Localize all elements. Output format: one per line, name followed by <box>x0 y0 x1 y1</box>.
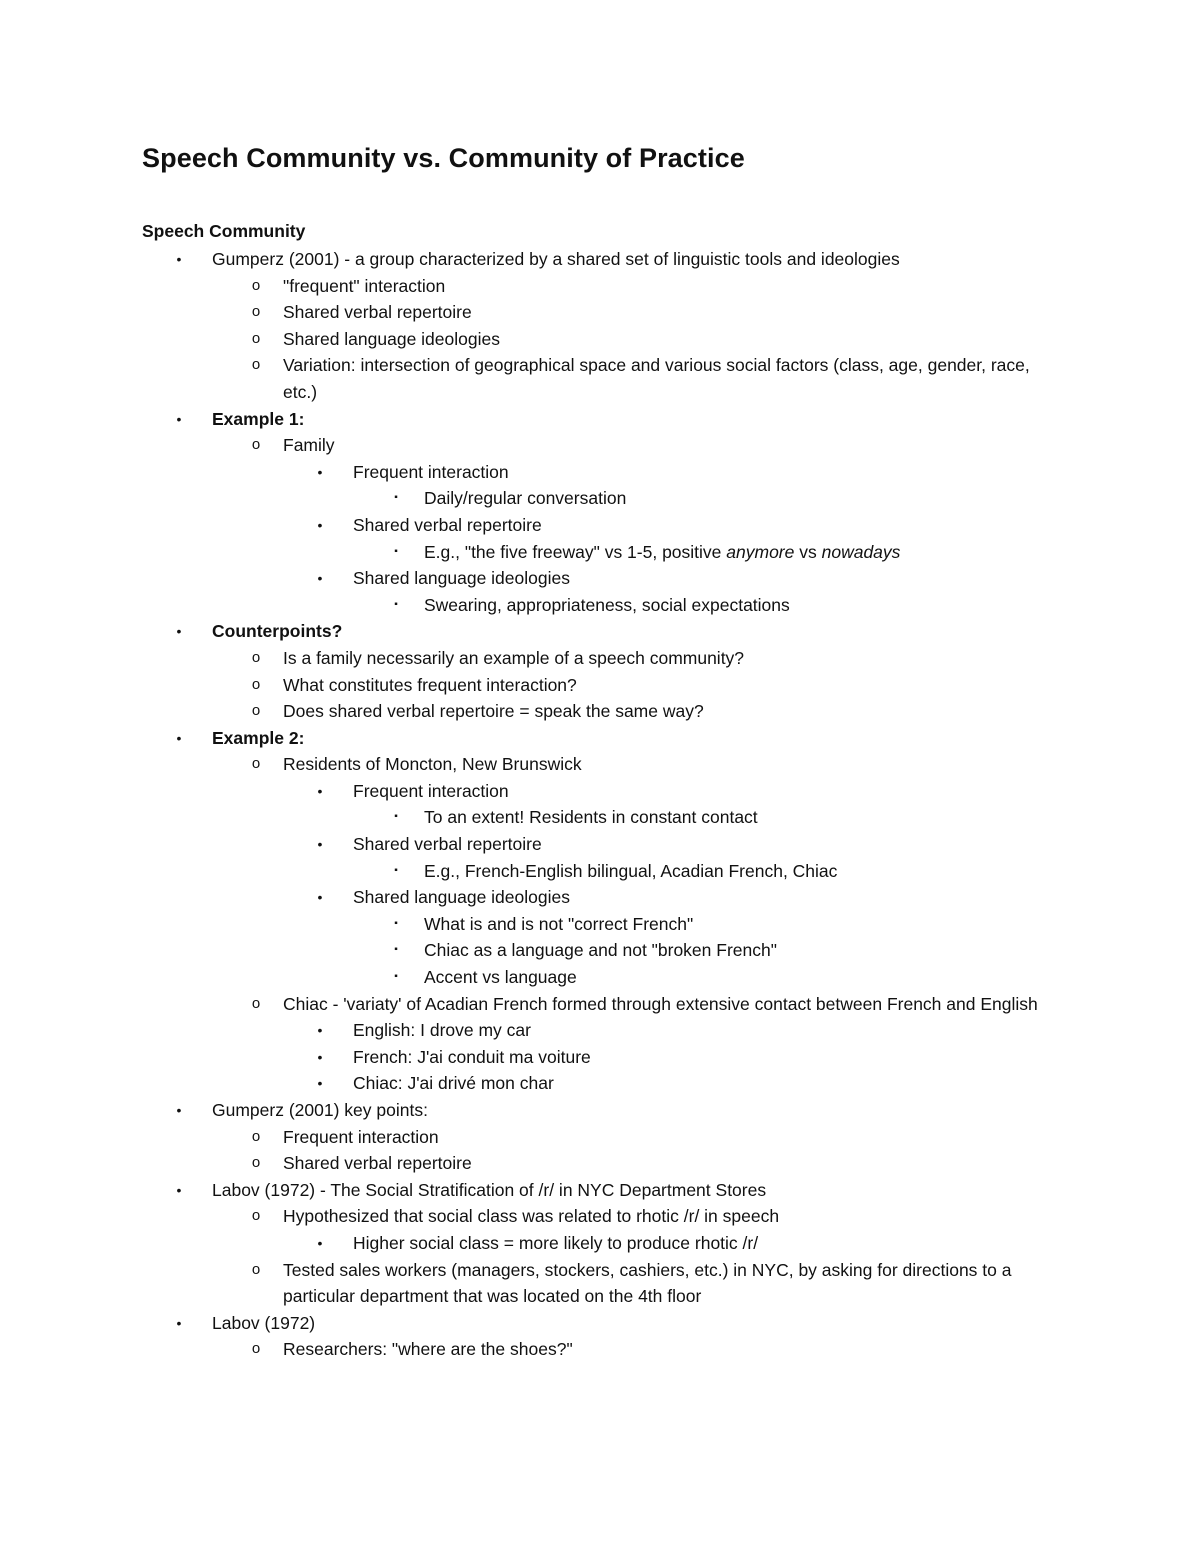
bullet-icon: • <box>317 1075 323 1092</box>
list-item: ▪ Daily/regular conversation <box>0 485 1200 512</box>
outline-list <box>0 246 1200 1363</box>
circle-bullet-icon: o <box>251 303 261 321</box>
list-item: • Labov (1972) - The Social Stratification of /r/ in NYC Department Stores <box>0 1177 1200 1204</box>
list-item: • Higher social class = more likely to produce rhotic /r/ <box>0 1230 1200 1257</box>
list-item: o Residents of Moncton, New Brunswick <box>0 751 1200 778</box>
bullet-icon: • <box>317 1022 323 1039</box>
list-item: ▪ What is and is not "correct French" <box>0 911 1200 938</box>
circle-bullet-icon: o <box>251 1154 261 1172</box>
list-item: o Family <box>0 432 1200 459</box>
list-item: ▪ E.g., "the five freeway" vs 1-5, positive anymore vs nowadays <box>0 539 1200 566</box>
list-item: ▪ Swearing, appropriateness, social expectations <box>0 592 1200 619</box>
list-item: • Example 1: <box>0 406 1200 433</box>
circle-bullet-icon: o <box>251 436 261 454</box>
list-item: ▪ To an extent! Residents in constant contact <box>0 804 1200 831</box>
list-item: o "frequent" interaction <box>0 273 1200 300</box>
bullet-icon: • <box>317 570 323 587</box>
square-bullet-icon: ▪ <box>394 811 398 823</box>
list-item: • Labov (1972) <box>0 1310 1200 1337</box>
list-item: ▪ Accent vs language <box>0 964 1200 991</box>
list-item: • Frequent interaction <box>0 778 1200 805</box>
bullet-icon: • <box>317 1234 323 1251</box>
list-item: o Tested sales workers (managers, stockers, cashiers, etc.) in NYC, by asking for directions to a particular department that was located on the 4th floor <box>0 1257 1200 1310</box>
list-item: o Chiac - 'variaty' of Acadian French formed through extensive contact between French and English <box>0 991 1200 1018</box>
circle-bullet-icon: o <box>251 675 261 693</box>
bullet-icon: • <box>176 1102 182 1118</box>
bullet-icon: • <box>176 1181 182 1198</box>
circle-bullet-icon: o <box>251 1127 261 1145</box>
square-bullet-icon: ▪ <box>394 944 398 956</box>
square-bullet-icon: ▪ <box>394 971 398 983</box>
square-bullet-icon: ▪ <box>394 598 398 610</box>
bullet-icon: • <box>317 782 323 799</box>
circle-bullet-icon: o <box>251 648 261 666</box>
circle-bullet-icon: o <box>251 276 261 294</box>
circle-bullet-icon: o <box>251 329 261 347</box>
bullet-icon: • <box>176 729 182 746</box>
list-item: o Does shared verbal repertoire = speak the same way? <box>0 698 1200 725</box>
list-item: o Hypothesized that social class was related to rhotic /r/ in speech <box>0 1203 1200 1230</box>
list-item: o Shared language ideologies <box>0 326 1200 353</box>
square-bullet-icon: ▪ <box>394 545 398 557</box>
list-item: • Shared language ideologies <box>0 884 1200 911</box>
list-item: • Shared verbal repertoire <box>0 512 1200 539</box>
bullet-icon: • <box>176 1314 182 1331</box>
bullet-icon: • <box>317 836 323 853</box>
list-item: • Gumperz (2001) key points: <box>0 1097 1200 1124</box>
circle-bullet-icon: o <box>251 1260 261 1278</box>
list-item: o Shared verbal repertoire <box>0 1150 1200 1177</box>
list-item: o Variation: intersection of geographical space and various social factors (class, age, gender, race, etc.) <box>0 352 1200 405</box>
list-item: o Is a family necessarily an example of a speech community? <box>0 645 1200 672</box>
list-item: o Frequent interaction <box>0 1124 1200 1151</box>
list-item: o Shared verbal repertoire <box>0 299 1200 326</box>
list-item: • Shared language ideologies <box>0 565 1200 592</box>
list-item: • Counterpoints? <box>0 618 1200 645</box>
section-heading: Speech Community <box>142 221 306 241</box>
bullet-icon: • <box>176 623 182 640</box>
list-item: • Example 2: <box>0 725 1200 752</box>
bullet-icon: • <box>317 516 323 533</box>
square-bullet-icon: ▪ <box>394 864 398 876</box>
circle-bullet-icon: o <box>251 356 261 374</box>
circle-bullet-icon: o <box>251 1340 261 1358</box>
circle-bullet-icon: o <box>251 755 261 773</box>
bullet-icon: • <box>317 1048 323 1065</box>
list-item: o Researchers: "where are the shoes?" <box>0 1336 1200 1363</box>
list-item: • English: I drove my car <box>0 1017 1200 1044</box>
bullet-icon: • <box>176 251 182 267</box>
list-item: • Chiac: J'ai drivé mon char <box>0 1070 1200 1097</box>
square-bullet-icon: ▪ <box>394 917 398 929</box>
list-item: ▪ E.g., French-English bilingual, Acadian French, Chiac <box>0 858 1200 885</box>
bullet-icon: • <box>317 463 323 480</box>
list-item: o What constitutes frequent interaction? <box>0 672 1200 699</box>
list-item: ▪ Chiac as a language and not "broken French" <box>0 937 1200 964</box>
list-item: • Gumperz (2001) - a group characterized by a shared set of linguistic tools and ideologies <box>0 246 1200 273</box>
square-bullet-icon: ▪ <box>394 492 398 504</box>
bullet-icon: • <box>317 889 323 906</box>
list-item: • Frequent interaction <box>0 459 1200 486</box>
circle-bullet-icon: o <box>251 1207 261 1225</box>
list-item: • French: J'ai conduit ma voiture <box>0 1044 1200 1071</box>
list-item: • Shared verbal repertoire <box>0 831 1200 858</box>
circle-bullet-icon: o <box>251 702 261 720</box>
circle-bullet-icon: o <box>251 994 261 1012</box>
bullet-icon: • <box>176 410 182 427</box>
page-title: Speech Community vs. Community of Practice <box>142 143 745 173</box>
